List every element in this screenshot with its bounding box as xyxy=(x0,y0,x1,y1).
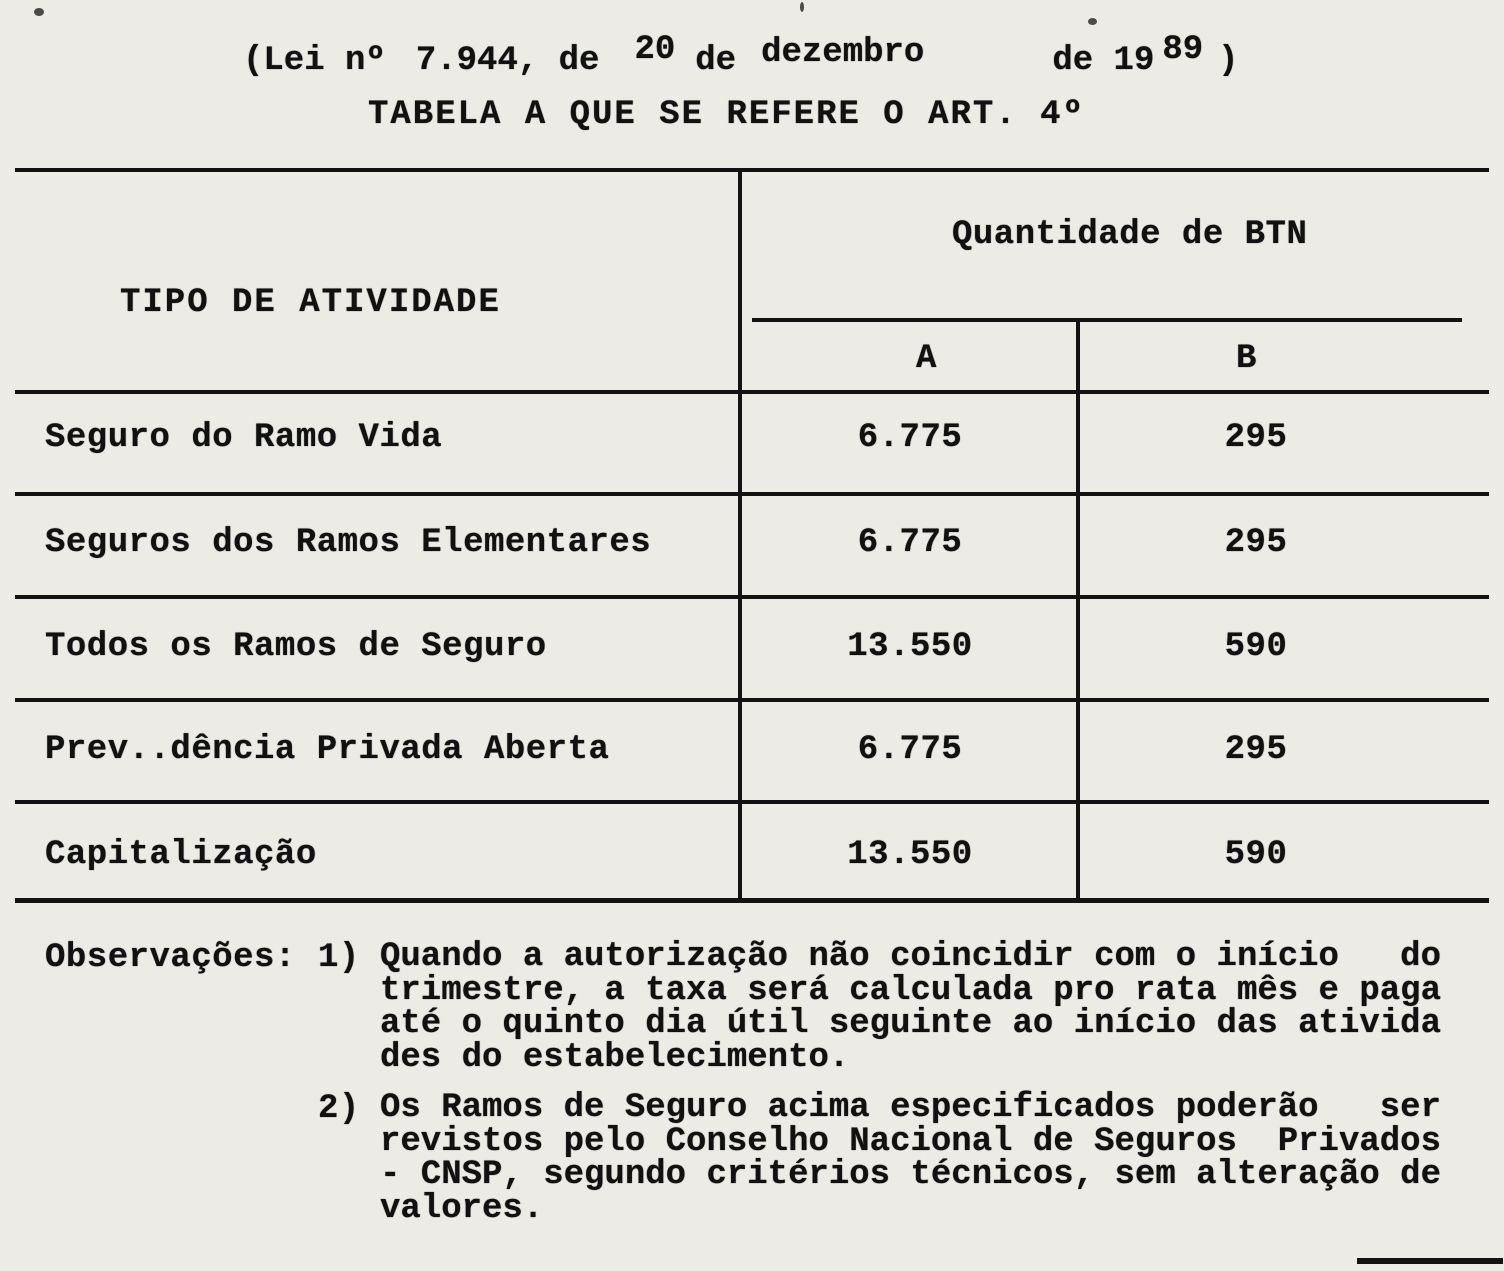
row-value-a: 13.550 xyxy=(847,628,973,666)
observation-line: Os Ramos de Seguro acima especificados poderão ser xyxy=(380,1089,1441,1127)
law-month: dezembro xyxy=(761,34,925,72)
row-label: Todos os Ramos de Seguro xyxy=(45,628,547,666)
table-title: TABELA A QUE SE REFERE O ART. 4º xyxy=(368,96,1085,134)
row-label: Seguro do Ramo Vida xyxy=(45,419,443,457)
scan-speck xyxy=(34,8,44,16)
row-border-1 xyxy=(15,492,1489,496)
row-value-b: 295 xyxy=(1224,419,1288,457)
observation-line: até o quinto dia útil seguinte ao início das ativida xyxy=(380,1005,1441,1043)
row-label: Prev..dência Privada Aberta xyxy=(45,731,610,769)
observation-line: - CNSP, segundo critérios técnicos, sem alteração de xyxy=(380,1156,1441,1194)
bottom-right-scan-mark xyxy=(1357,1258,1503,1264)
ab-column-border xyxy=(1076,320,1080,903)
law-reference-line xyxy=(243,31,1239,80)
law-text-3: de 19 xyxy=(1052,42,1155,80)
row-value-b: 295 xyxy=(1224,731,1288,769)
scan-speck xyxy=(1088,18,1097,25)
law-number: 7.944, de xyxy=(415,42,600,80)
row-border-3 xyxy=(15,698,1489,702)
activity-column-header: TIPO DE ATIVIDADE xyxy=(120,284,501,322)
observation-line: des do estabelecimento. xyxy=(380,1038,850,1077)
btn-subheader-border xyxy=(752,318,1462,322)
law-close-paren: ) xyxy=(1218,42,1239,80)
observation-1-text xyxy=(380,938,1441,1077)
law-text-1: (Lei nº xyxy=(243,42,386,80)
observation-line: Quando a autorização não coincidir com o início do xyxy=(380,938,1441,976)
table-border-bottom xyxy=(15,898,1489,903)
header-bottom-border xyxy=(15,390,1489,394)
scan-speck xyxy=(800,2,804,12)
observation-line: revistos pelo Conselho Nacional de Seguros Privados xyxy=(380,1122,1441,1161)
row-value-b: 590 xyxy=(1224,836,1288,874)
law-day: 20 xyxy=(634,31,676,69)
row-value-a: 6.775 xyxy=(857,731,963,769)
row-label: Seguros dos Ramos Elementares xyxy=(45,524,652,562)
btn-group-header: Quantidade de BTN xyxy=(952,216,1308,254)
row-border-4 xyxy=(15,800,1489,804)
row-value-a: 6.775 xyxy=(857,419,963,457)
column-a-header: A xyxy=(916,340,937,378)
row-value-a: 13.550 xyxy=(847,836,973,874)
observation-line: valores. xyxy=(380,1189,544,1228)
observation-2-number: 2) xyxy=(318,1090,360,1128)
observation-1-number: 1) xyxy=(318,939,360,977)
law-year: 89 xyxy=(1162,31,1204,69)
row-value-b: 295 xyxy=(1224,524,1288,562)
observation-line: trimestre, a taxa será calculada pro rata mês e paga xyxy=(380,971,1441,1010)
observations-label: Observações: xyxy=(45,939,296,977)
row-value-a: 6.775 xyxy=(857,524,963,562)
law-text-2: de xyxy=(695,42,737,80)
table-border-top xyxy=(15,168,1489,172)
row-value-b: 590 xyxy=(1224,628,1288,666)
column-b-header: B xyxy=(1236,340,1257,378)
activity-column-border xyxy=(738,168,742,903)
observation-2-text xyxy=(380,1089,1441,1228)
row-border-2 xyxy=(15,595,1489,599)
row-label: Capitalização xyxy=(45,836,317,874)
